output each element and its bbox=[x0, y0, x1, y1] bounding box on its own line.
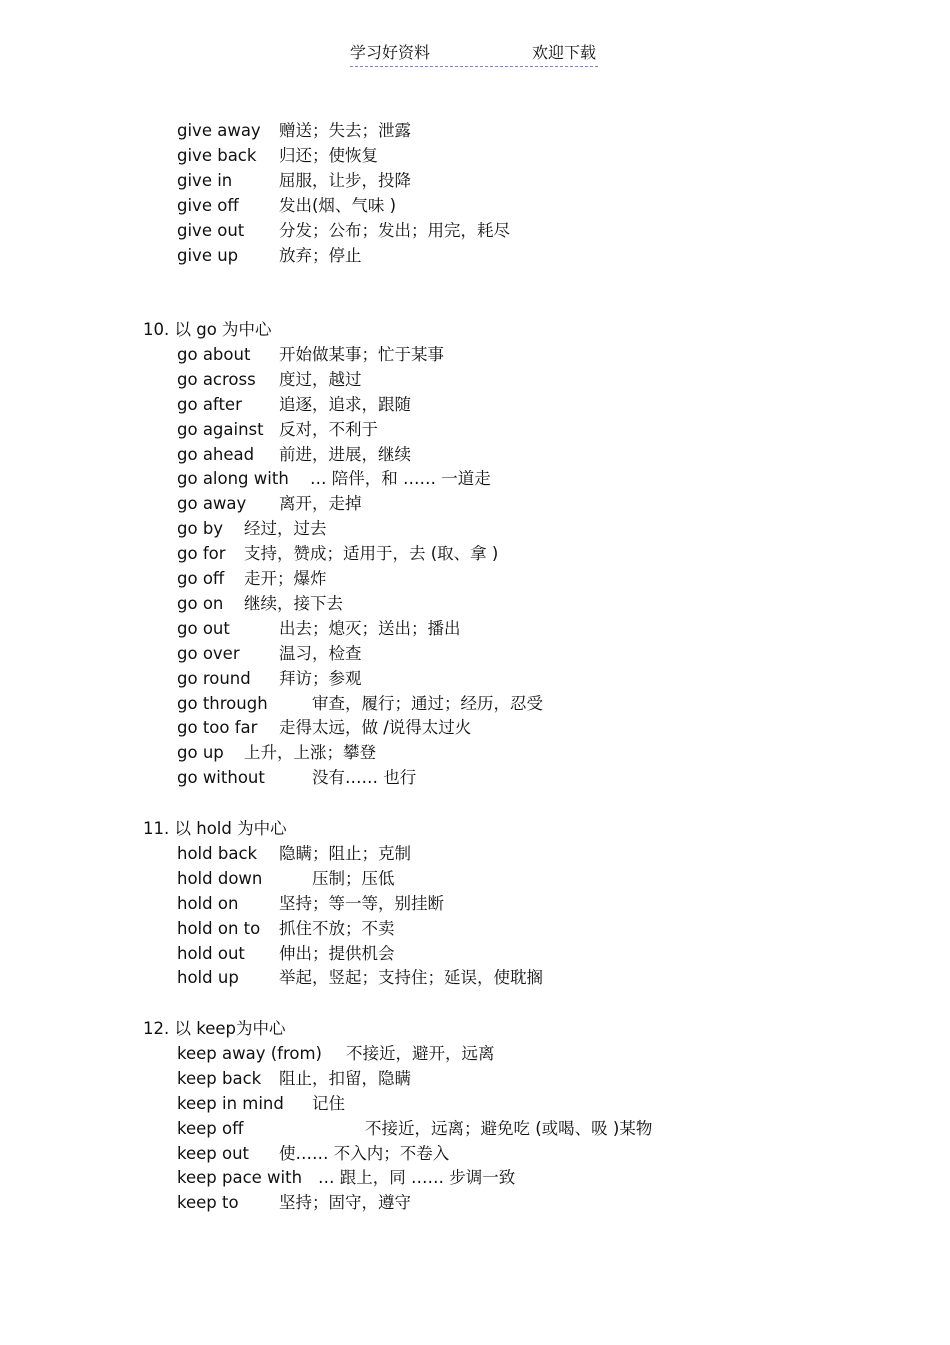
phrase-row bbox=[0, 841, 950, 866]
phrase-meaning: 出去；熄灭；送出；播出 bbox=[279, 618, 461, 638]
phrase-meaning: 拜访；参观 bbox=[279, 668, 362, 688]
phrase-meaning: 走开；爆炸 bbox=[244, 569, 327, 588]
phrase-meaning: 温习，检查 bbox=[279, 643, 362, 663]
phrase-meaning: 追逐，追求，跟随 bbox=[279, 394, 411, 414]
phrase-row bbox=[0, 616, 950, 641]
phrase-meaning: 坚持；等一等，别挂断 bbox=[279, 893, 444, 913]
phrase-row bbox=[0, 1066, 950, 1091]
phrase-row bbox=[0, 143, 950, 168]
phrase-meaning: 没有…… 也行 bbox=[312, 768, 417, 788]
phrase-meaning: 审查，履行；通过；经历，忍受 bbox=[312, 693, 543, 713]
phrase-term: give out bbox=[177, 220, 245, 240]
phrase-row bbox=[0, 965, 950, 990]
phrase-term: keep pace with bbox=[177, 1168, 303, 1188]
phrase-term: go without bbox=[177, 768, 265, 788]
page-header bbox=[350, 42, 598, 67]
phrase-term: go about bbox=[177, 344, 251, 364]
phrase-meaning: 离开，走掉 bbox=[279, 494, 362, 514]
phrase-term: keep back bbox=[177, 1068, 262, 1088]
phrase-term: go through bbox=[177, 693, 268, 713]
phrase-row bbox=[0, 168, 950, 193]
header-left-text: 学习好资料 bbox=[350, 43, 431, 62]
phrase-term: go up bbox=[177, 743, 224, 763]
section-heading: 10. 以 go 为中心 bbox=[143, 320, 272, 339]
phrase-term: go off bbox=[177, 569, 225, 588]
phrase-term: keep off bbox=[177, 1118, 244, 1138]
phrase-row bbox=[0, 1091, 950, 1116]
phrase-row bbox=[0, 866, 950, 891]
phrase-term: hold up bbox=[177, 968, 239, 988]
phrase-meaning: 举起，竖起；支持住；延误，使耽搁 bbox=[279, 968, 543, 988]
phrase-meaning: 放弃；停止 bbox=[279, 245, 362, 265]
phrase-meaning: 上升，上涨；攀登 bbox=[244, 743, 376, 763]
phrase-term: go away bbox=[177, 494, 247, 514]
phrase-row bbox=[0, 392, 950, 417]
phrase-meaning: 压制；压低 bbox=[312, 868, 395, 888]
phrase-term: keep out bbox=[177, 1143, 250, 1163]
phrase-term: go along with bbox=[177, 469, 289, 489]
phrase-row bbox=[0, 740, 950, 765]
section-heading: 12. 以 keep为中心 bbox=[143, 1019, 286, 1038]
phrase-meaning: 抓住不放；不卖 bbox=[279, 918, 395, 938]
phrase-term: hold out bbox=[177, 943, 245, 963]
phrase-term: hold down bbox=[177, 868, 263, 888]
phrase-row bbox=[0, 342, 950, 367]
phrase-term: go ahead bbox=[177, 444, 255, 464]
phrase-row bbox=[0, 691, 950, 716]
phrase-meaning: 开始做某事；忙于某事 bbox=[279, 344, 444, 364]
header-right-text: 欢迎下载 bbox=[531, 43, 596, 62]
phrase-meaning: … 陪伴，和 …… 一道走 bbox=[310, 469, 491, 489]
phrase-meaning: … 跟上，同 …… 步调一致 bbox=[318, 1168, 516, 1188]
phrase-term: go by bbox=[177, 519, 224, 539]
phrase-term: go after bbox=[177, 394, 242, 414]
phrase-term: give in bbox=[177, 170, 233, 190]
phrase-meaning: 反对，不利于 bbox=[279, 419, 378, 439]
phrase-meaning: 不接近，避开，远离 bbox=[346, 1043, 495, 1063]
phrase-row bbox=[0, 1041, 950, 1066]
phrase-meaning: 度过，越过 bbox=[279, 369, 362, 389]
phrase-row bbox=[0, 715, 950, 740]
phrase-row bbox=[0, 218, 950, 243]
phrase-term: go out bbox=[177, 618, 230, 638]
phrase-term: go too far bbox=[177, 718, 258, 738]
phrase-meaning: 支持，赞成；适用于，去 (取、拿 ) bbox=[244, 544, 499, 564]
phrase-meaning: 发出(烟、气味 ) bbox=[279, 195, 397, 215]
phrase-meaning: 使…… 不入内；不卷入 bbox=[279, 1143, 450, 1163]
phrase-row bbox=[0, 765, 950, 790]
phrase-meaning: 前进，进展，继续 bbox=[279, 444, 411, 464]
phrase-term: go round bbox=[177, 668, 251, 688]
phrase-term: give off bbox=[177, 195, 239, 215]
phrase-row bbox=[0, 193, 950, 218]
phrase-row bbox=[0, 541, 950, 566]
phrase-term: give back bbox=[177, 145, 257, 165]
phrase-term: go across bbox=[177, 369, 256, 389]
phrase-meaning: 经过，过去 bbox=[244, 519, 327, 539]
phrase-row bbox=[0, 916, 950, 941]
phrase-term: give away bbox=[177, 121, 261, 140]
phrase-row bbox=[0, 1165, 950, 1190]
phrase-row bbox=[0, 516, 950, 541]
phrase-row bbox=[0, 891, 950, 916]
phrase-term: keep to bbox=[177, 1193, 239, 1213]
phrase-row bbox=[0, 491, 950, 516]
phrase-row bbox=[0, 417, 950, 442]
phrase-row bbox=[0, 666, 950, 691]
phrase-term: give up bbox=[177, 245, 239, 265]
phrase-term: hold on bbox=[177, 893, 239, 913]
phrase-term: go on bbox=[177, 593, 224, 613]
phrase-row bbox=[0, 466, 950, 491]
phrase-row bbox=[0, 641, 950, 666]
phrase-row bbox=[0, 442, 950, 467]
phrase-row bbox=[0, 118, 950, 143]
phrase-term: keep away (from) bbox=[177, 1043, 322, 1063]
phrase-row bbox=[0, 941, 950, 966]
phrase-meaning: 不接近，远离；避免吃 (或喝、吸 )某物 bbox=[365, 1118, 653, 1138]
phrase-row bbox=[0, 1116, 950, 1141]
phrase-meaning: 坚持；固守，遵守 bbox=[279, 1193, 411, 1213]
section-heading: 11. 以 hold 为中心 bbox=[143, 819, 287, 838]
phrase-meaning: 走得太远，做 /说得太过火 bbox=[279, 718, 472, 738]
phrase-row bbox=[0, 367, 950, 392]
phrase-meaning: 屈服，让步，投降 bbox=[279, 170, 411, 190]
phrase-row bbox=[0, 1190, 950, 1215]
phrase-term: go over bbox=[177, 643, 240, 663]
phrase-term: hold back bbox=[177, 843, 258, 863]
phrase-row bbox=[0, 591, 950, 616]
phrase-meaning: 分发；公布；发出；用完，耗尽 bbox=[279, 220, 510, 240]
phrase-term: go for bbox=[177, 544, 226, 564]
phrase-term: hold on to bbox=[177, 918, 261, 938]
phrase-row bbox=[0, 1141, 950, 1166]
phrase-row bbox=[0, 243, 950, 268]
phrase-meaning: 赠送；失去；泄露 bbox=[279, 121, 411, 140]
phrase-term: keep in mind bbox=[177, 1093, 284, 1113]
phrase-meaning: 归还；使恢复 bbox=[279, 145, 378, 165]
phrase-term: go against bbox=[177, 419, 264, 439]
phrase-meaning: 阻止，扣留，隐瞒 bbox=[279, 1068, 411, 1088]
phrase-meaning: 隐瞒；阻止；克制 bbox=[279, 843, 411, 863]
phrase-row bbox=[0, 566, 950, 591]
phrase-meaning: 记住 bbox=[312, 1093, 345, 1113]
phrase-meaning: 伸出；提供机会 bbox=[279, 943, 395, 963]
phrase-meaning: 继续，接下去 bbox=[244, 593, 343, 613]
